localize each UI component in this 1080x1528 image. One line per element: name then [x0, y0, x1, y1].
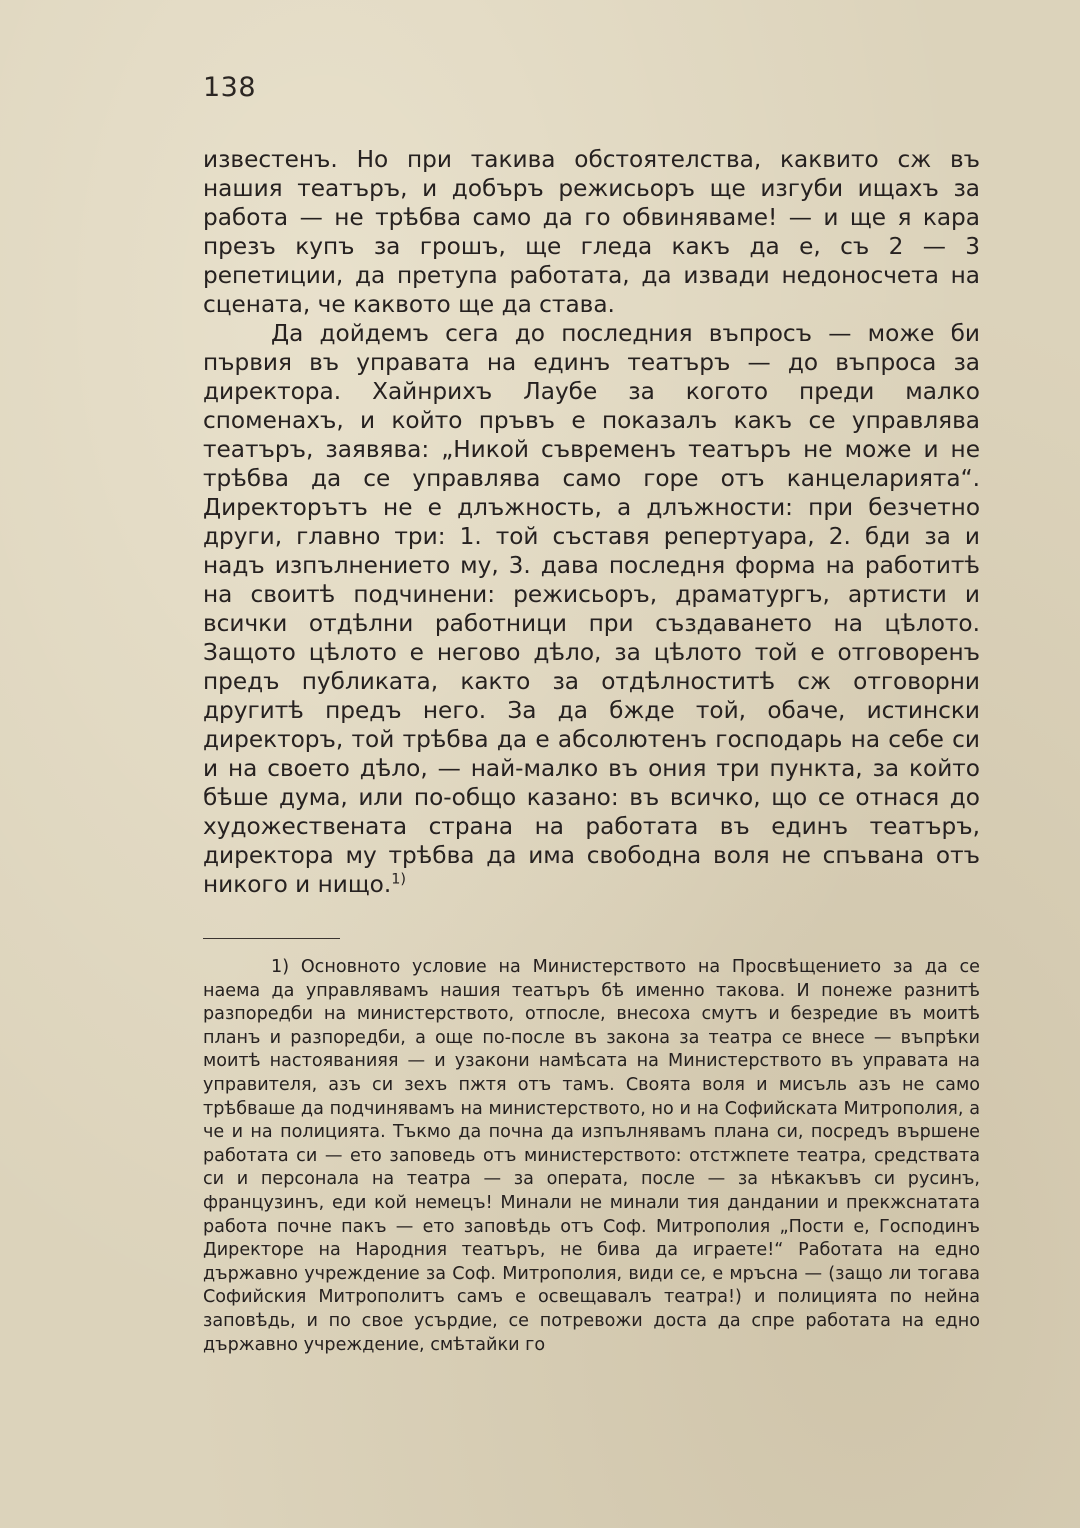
footnote-marker: 1) [391, 871, 406, 888]
footnote-1: 1) Основното условие на Министерството на Просвѣщението за да се наема да управлявамъ нашия театъръ бѣ именно такова. И понеже разнитѣ разпоредби на министерството, отпосле, внесоха смутъ и безредие въ моитѣ планъ и разпоредби, а още по-после въ закона за театра се внесе — въпрѣки моитѣ настояванияя — и узакони намѣсата на Министерството въ управата на управителя, азъ си зехъ пжтя отъ тамъ. Своята воля и мисъль азъ не само трѣбваше да подчинявамъ на министерството, но и на Софийската Митрополия, а че и на полицията. Тъкмо да почна да изпълнявамъ плана си, посредъ вършене работата си — ето заповедь отъ министерството: отстжпете театра, средствата си и персонала на театра — за операта, после — за нѣкакъвъ си русинъ, французинъ, еди кой немецъ! Минали не минали тия дандании и прекжснатата работа почне пакъ — ето заповѣдь отъ Соф. Митрополия „Пости е, Господинъ Директоре на Народния театъръ, не бива да играете!“ Работата на едно държавно учреждение за Соф. Митрополия, види се, е мръсна — (защо ли тогава Софийския Митрополитъ самъ е освещавалъ театра!) и полицията по нейна заповѣдь, и по свое усърдие, се потревожи доста да спре работата на едно държавно учреждение, смѣтайки го [203, 957, 980, 1355]
paragraph-2 [203, 319, 980, 899]
page-number: 138 [203, 72, 257, 103]
paragraph-1 [203, 145, 980, 319]
footnotes [203, 956, 980, 1357]
footnote-divider [203, 938, 340, 939]
paragraph-2-text: Да дойдемъ сега до последния въпросъ — може би първия въ управата на единъ театъръ — до въпроса за директора. Хайнрихъ Лаубе за когото преди малко споменахъ, и който пръвъ е показалъ какъ се управлява театъръ, заявява: „Никой съвременъ театъръ не може и не трѣбва да се управлява само горе отъ канцеларията“. Директорътъ не е длъжность, а длъжности: при безчетно други, главно три: 1. той съставя репертуара, 2. бди за и надъ изпълнението му, 3. дава последня форма на работитѣ на своитѣ подчинени: режисьоръ, драматургъ, артисти и всички отдѣлни работници при създаването на цѣлото. Защото цѣлото е негово дѣло, за цѣлото той е отговоренъ предъ публиката, както за отдѣлноститѣ сж отговорни другитѣ предъ него. За да бжде той, обаче, истински директоръ, той трѣбва да е абсолютенъ господарь на себе си и на своето дѣло, — най-малко въ ония три пункта, за който бѣше дума, или по-общо казано: въ всичко, що се отнася до художествената страна на работата въ единъ театъръ, директора му трѣбва да има свободна воля не спъвана отъ никого и нищо. [203, 320, 980, 898]
main-text [203, 145, 980, 899]
paragraph-1-text: известенъ. Но при такива обстоятелства, каквито сж въ нашия театъръ, и добъръ режисьоръ ще изгуби ищахъ за работа — не трѣбва само да го обвиняваме! — и ще я кара презъ купъ за грошъ, ще гледа какъ да е, съ 2 — 3 репетиции, да претупа работата, да извади недоносчета на сцената, че каквото ще да става. [203, 146, 980, 318]
